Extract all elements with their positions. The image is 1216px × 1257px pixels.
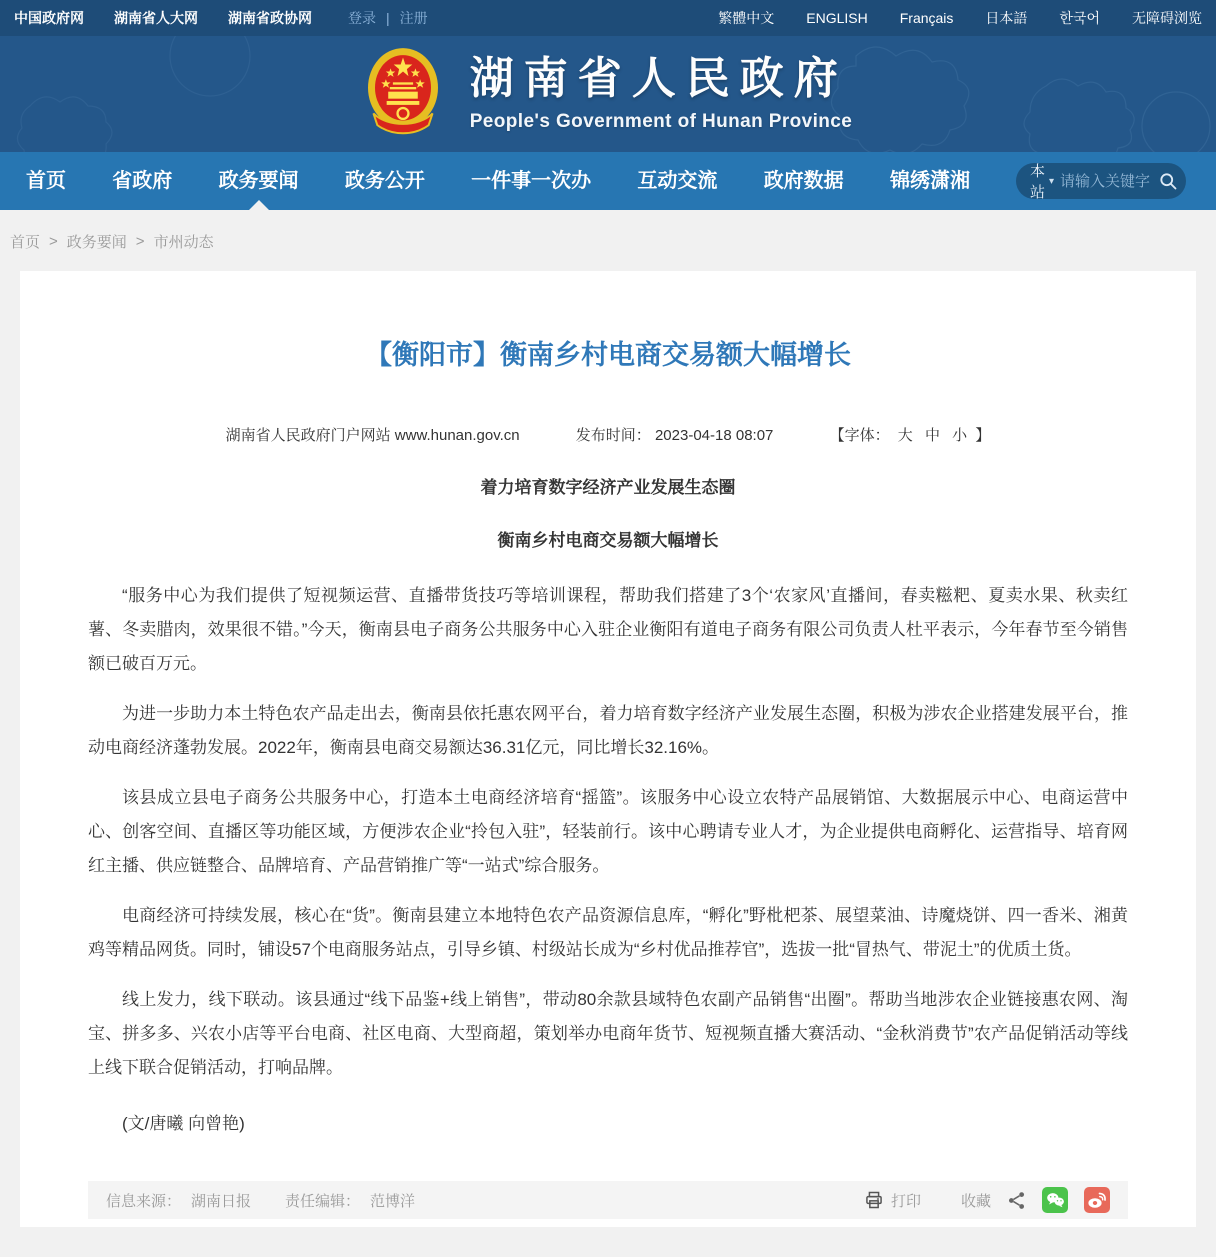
nav-item-one-stop-service[interactable]: 一件事一次办 xyxy=(471,170,592,192)
meta-publish-time xyxy=(576,427,778,444)
nav-item-information-disclosure[interactable]: 政务公开 xyxy=(344,170,425,192)
editor-label: 责任编辑： xyxy=(285,1192,361,1210)
breadcrumb-home[interactable]: 首页 xyxy=(10,234,41,251)
print-label: 打印 xyxy=(890,1192,921,1210)
wechat-share-icon[interactable] xyxy=(1042,1187,1068,1213)
article-card xyxy=(20,271,1196,1227)
topbar xyxy=(0,0,1216,36)
source-value: 湖南日报 xyxy=(191,1192,252,1210)
article-footer-actions xyxy=(864,1187,1110,1213)
register-link[interactable]: 注册 xyxy=(399,10,428,26)
article-body xyxy=(88,473,1128,1141)
article-paragraph: 为进一步助力本土特色农产品走出去，衡南县依托惠农网平台，着力培育数字经济产业发展生态圈，积极为涉农企业搭建发展平台，推动电商经济蓬勃发展。2022年，衡南县电商交易额达36.31亿元，同比增长32.16%。 xyxy=(88,704,1128,757)
nav-item-government-news[interactable]: 政务要闻 xyxy=(219,152,299,210)
search-scope-label: 本站 xyxy=(1030,163,1046,201)
login-link[interactable]: 登录 xyxy=(348,10,376,26)
breadcrumb-separator: > xyxy=(49,233,58,250)
lang-english[interactable]: ENGLISH xyxy=(806,10,868,26)
breadcrumb xyxy=(0,210,1216,271)
article-paragraph: “服务中心为我们提供了短视频运营、直播带货技巧等培训课程，帮助我们搭建了3个‘农家风’直播间，春卖糍粑、夏卖水果、秋卖红薯、冬卖腊肉，效果很不错。”今天，衡南县电子商务公共服务中心入驻企业衡阳有道电子商务有限公司负责人杜平表示，今年春节至今销售额已破百万元。 xyxy=(88,586,1128,673)
breadcrumb-separator: > xyxy=(135,233,145,250)
site-title-english: People's Government of Hunan Province xyxy=(469,110,853,132)
search-input[interactable] xyxy=(1060,173,1152,190)
site-brand xyxy=(0,36,1216,152)
meta-source-site: 湖南省人民政府门户网站 www.hunan.gov.cn xyxy=(225,427,520,444)
breadcrumb-current: 市州动态 xyxy=(153,234,214,251)
accessibility-link[interactable]: 无障碍浏览 xyxy=(1132,10,1202,26)
topbar-left-links xyxy=(14,8,428,28)
nav-item-interaction[interactable]: 互动交流 xyxy=(637,170,718,192)
favorite-label: 收藏 xyxy=(960,1192,991,1210)
site-header xyxy=(0,36,1216,152)
font-size-large-button[interactable]: 大 xyxy=(897,427,913,444)
print-icon xyxy=(864,1190,884,1210)
nav-item-provincial-government[interactable]: 省政府 xyxy=(112,170,173,192)
font-size-controls xyxy=(830,427,991,444)
share-icon[interactable] xyxy=(1007,1191,1026,1210)
article-byline: (文/唐曦 向曾艳) xyxy=(122,1114,245,1133)
publish-time-value: 2023-04-18 08:07 xyxy=(654,427,774,444)
breadcrumb-government-news[interactable]: 政务要闻 xyxy=(66,234,127,251)
article-footer-info xyxy=(106,1190,415,1211)
source-label: 信息来源： xyxy=(106,1192,182,1210)
nav-item-home[interactable]: 首页 xyxy=(26,170,66,192)
topbar-link-hunan-cppcc[interactable]: 湖南省政协网 xyxy=(228,10,312,26)
lang-french[interactable]: Français xyxy=(899,10,954,26)
lang-traditional-chinese[interactable]: 繁體中文 xyxy=(718,10,775,26)
article-subtitle-1: 着力培育数字经济产业发展生态圈 xyxy=(480,478,736,497)
article-title: 【衡阳市】衡南乡村电商交易额大幅增长 xyxy=(365,340,851,370)
search-scope-dropdown[interactable] xyxy=(1030,160,1054,202)
nav-items xyxy=(26,152,1016,210)
search-icon[interactable] xyxy=(1158,171,1178,191)
article-paragraph: 该县成立县电子商务公共服务中心，打造本土电商经济培育“摇篮”。该服务中心设立农特产品展销馆、大数据展示中心、电商运营中心、创客空间、直播区等功能区域，方便涉农企业“拎包入驻”，轻装前行。该中心聘请专业人才，为企业提供电商孵化、运营指导、培育网红主播、供应链整合、品牌培育、产品营销推广等“一站式”综合服务。 xyxy=(88,788,1128,875)
article-paragraph: 电商经济可持续发展，核心在“货”。衡南县建立本地特色农产品资源信息库，“孵化”野枇杷茶、展望菜油、诗魔烧饼、四一香米、湘黄鸡等精品网货。同时，铺设57个电商服务站点，引导乡镇、村级站长成为“乡村优品推荐官”，选拔一批“冒热气、带泥土”的优质土货。 xyxy=(88,906,1128,959)
font-size-suffix: 】 xyxy=(975,427,991,444)
article-paragraph: 线上发力，线下联动。该县通过“线下品鉴+线上销售”，带动80余款县域特色农副产品销售“出圈”。帮助当地涉农企业链接惠农网、淘宝、拼多多、兴农小店等平台电商、社区电商、大型商超，策划举办电商年货节、短视频直播大赛活动、“金秋消费节”农产品促销活动等线上线下联合促销活动，打响品牌。 xyxy=(88,990,1128,1077)
chevron-down-icon: ▾ xyxy=(1049,175,1055,187)
weibo-share-icon[interactable] xyxy=(1084,1187,1110,1213)
search-box xyxy=(1016,163,1186,199)
topbar-link-hunan-npc[interactable]: 湖南省人大网 xyxy=(114,10,198,26)
national-emblem-icon xyxy=(364,45,442,143)
font-size-small-button[interactable]: 小 xyxy=(952,427,968,444)
topbar-language-links xyxy=(686,8,1202,28)
font-size-medium-button[interactable]: 中 xyxy=(924,427,940,444)
nav-item-splendid-hunan[interactable]: 锦绣潇湘 xyxy=(889,170,970,192)
font-size-prefix: 【字体： xyxy=(829,427,890,444)
login-register-divider: | xyxy=(386,10,390,26)
article-footer-bar xyxy=(88,1181,1128,1219)
brand-text xyxy=(470,55,853,132)
print-button[interactable] xyxy=(864,1190,921,1211)
lang-korean[interactable]: 한국어 xyxy=(1059,10,1100,26)
article-subtitle-2: 衡南乡村电商交易额大幅增长 xyxy=(497,531,719,550)
publish-time-label: 发布时间： xyxy=(575,427,651,444)
auth-links xyxy=(348,8,428,28)
editor-value: 范博洋 xyxy=(370,1192,416,1210)
nav-item-government-data[interactable]: 政府数据 xyxy=(763,170,844,192)
main-navigation xyxy=(0,152,1216,210)
favorite-button[interactable] xyxy=(961,1190,991,1211)
topbar-link-china-gov[interactable]: 中国政府网 xyxy=(14,10,84,26)
lang-japanese[interactable]: 日本語 xyxy=(985,10,1028,26)
site-title: 湖南省人民政府 xyxy=(469,54,848,104)
article-meta xyxy=(88,424,1128,445)
